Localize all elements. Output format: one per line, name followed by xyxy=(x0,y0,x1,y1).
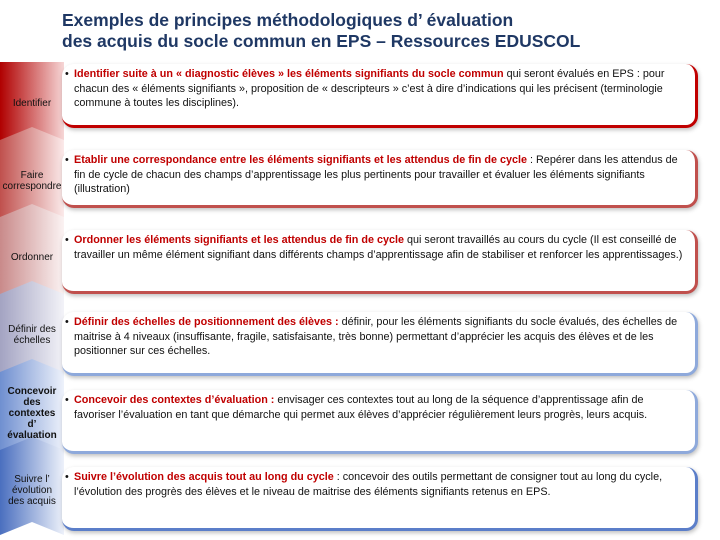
title-line-2: des acquis du socle commun en EPS – Ressources EDUSCOL xyxy=(62,31,581,51)
step-label-definir: Définir des échelles xyxy=(8,324,56,346)
page-title xyxy=(62,10,702,52)
bullet-icon: • xyxy=(65,68,69,80)
step-label-concevoir: Concevoir des contextes d’ évaluation xyxy=(7,385,57,441)
title-line-1: Exemples de principes méthodologiques d’ évaluation xyxy=(62,10,514,30)
step-card-concevoir: • Concevoir des contextes d’évaluation : envisager ces contextes tout au long de la séquence d’apprentissage afin de favoriser l’évaluation en tant que démarche qui permet aux élèves d’apprécier régulièrement leurs progrès, leurs acquis. xyxy=(62,390,698,454)
bullet-icon: • xyxy=(65,471,69,483)
step-card-identifier: • Identifier suite à un « diagnostic élèves » les éléments signifiants du socle commun qui seront évalués en EPS : pour chacun des « éléments signifiants », proposition de « descripteurs » c’est à dire d’indications qui les précisent (terminologie commune à toutes les disciplines). xyxy=(62,64,698,128)
step-card-ordonner: • Ordonner les éléments signifiants et les attendus de fin de cycle qui seront travaillés au cours du cycle (Il est conseillé de travailler un même élément signifiant dans différents champs d’apprentissage afin de stabiliser et renforcer les apprentissages.) xyxy=(62,230,698,294)
bullet-icon: • xyxy=(65,234,69,246)
step-card-suivre: • Suivre l’évolution des acquis tout au long du cycle : concevoir des outils permettant de consigner tout au long du cycle, l’évolution des progrès des élèves et le niveau de maitrise des éléments signifiants retenus en EPS. xyxy=(62,467,698,531)
step-label-identifier: Identifier xyxy=(12,97,52,109)
step-card-faire-correspondre: • Etablir une correspondance entre les éléments signifiants et les attendus de fin de cycle : Repérer dans les attendus de fin de cycle de chacun des champs d’apprentissage les plus pertinents pour travailler et évaluer les éléments signifiants (illustration) xyxy=(62,150,698,208)
step-label-suivre: Suivre l’ évolution des acquis xyxy=(8,474,56,507)
bullet-icon: • xyxy=(65,154,69,166)
step-label-ordonner: Ordonner xyxy=(10,252,54,263)
bullet-icon: • xyxy=(65,394,69,406)
step-label-faire-correspondre: Faire correspondre xyxy=(2,169,62,192)
bullet-icon: • xyxy=(65,316,69,328)
step-card-definir: • Définir des échelles de positionnement des élèves : définir, pour les éléments signifiants du socle évalués, des échelles de maitrise à 4 niveaux (insuffisante, fragile, satisfaisante, très bonne) permettant d’apprécier les acquis des élèves et de les positionner sur ces échelles. xyxy=(62,312,698,376)
